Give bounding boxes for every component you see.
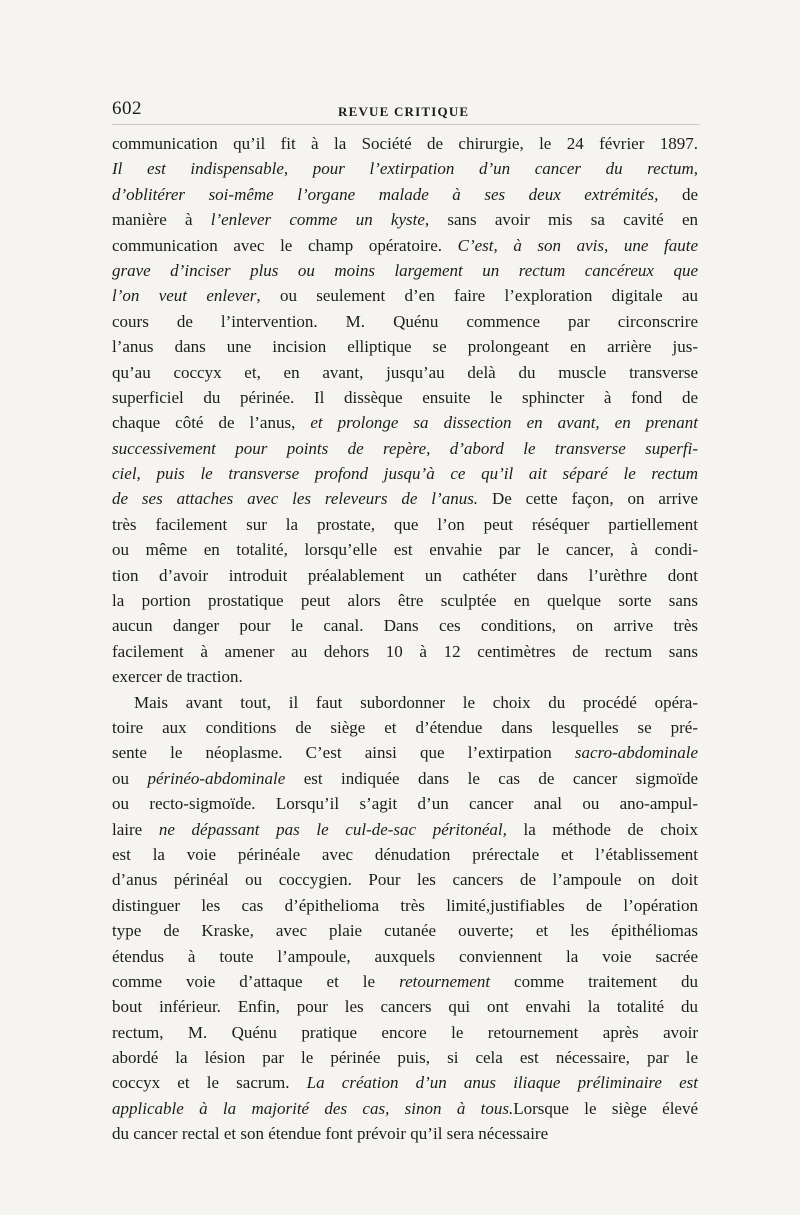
text-line [112, 944, 698, 969]
italic-text: retournement [399, 971, 491, 991]
text-run: de [658, 184, 698, 204]
text-run: Mais avant tout, il faut subordonner le choix du procédé opéra- [134, 692, 698, 712]
text-line [112, 842, 698, 867]
text-line [112, 131, 698, 156]
text-line [112, 664, 698, 689]
text-run: , ou seulement d’en faire l’exploration digitale au [256, 286, 698, 306]
text-line [112, 766, 698, 791]
text-line [112, 563, 698, 588]
text-run: type de Kraske, avec plaie cutanée ouverte; et les épithéliomas [112, 921, 698, 941]
text-run: rectum, M. Quénu pratique encore le retournement après avoir [112, 1022, 698, 1042]
text-run: du cancer rectal et son étendue font prévoir qu’il sera nécessaire [112, 1124, 549, 1144]
text-run: tion d’avoir introduit préalablement un cathéter dans l’urèthre dont [112, 565, 698, 585]
text-line [112, 156, 698, 181]
italic-text: de ses attaches avec les releveurs de l’anus. [112, 489, 479, 509]
text-line [112, 893, 698, 918]
italic-text: et prolonge sa dissection en avant, en prenant [310, 413, 698, 433]
text-line [112, 461, 698, 486]
italic-text: ciel, puis le transverse profond jusqu’à ce qu’il ait séparé le rectum [112, 464, 698, 484]
text-line [112, 1070, 698, 1095]
text-run: qu’au coccyx et, en avant, jusqu’au delà du muscle transverse [112, 362, 698, 382]
italic-text: d’oblitérer soi-même l’organe malade à ses deux extrémités, [112, 184, 659, 204]
text-run: coccyx et le sacrum. [112, 1073, 307, 1093]
italic-text: l’on veut enlever [112, 286, 257, 306]
text-line [112, 512, 698, 537]
text-run: ou recto-sigmoïde. Lorsqu’il s’agit d’un cancer anal ou ano-ampul- [112, 794, 698, 814]
text-line [112, 1121, 698, 1146]
text-line [112, 410, 698, 435]
text-run: étendus à toute l’ampoule, auxquels conviennent la voie sacrée [112, 946, 698, 966]
text-run: communication avec le champ opératoire. [112, 235, 458, 255]
text-run: exercer de traction. [112, 667, 243, 687]
text-line [112, 969, 698, 994]
text-line [112, 613, 698, 638]
text-run: communication qu’il fit à la Société de chirurgie, le 24 février 1897. [112, 134, 698, 153]
text-line [112, 334, 698, 359]
text-run: toire aux conditions de siège et d’étendue dans lesquelles se pré- [112, 717, 698, 737]
text-run: cours de l’intervention. M. Quénu commence par circonscrire [112, 311, 698, 331]
text-run: ou même en totalité, lorsqu’elle est envahie par le cancer, à condi- [112, 540, 698, 560]
text-line [112, 1045, 698, 1070]
italic-text: grave d’inciser plus ou moins largement un rectum cancéreux que [112, 260, 698, 280]
text-line [112, 994, 698, 1019]
text-line [112, 817, 698, 842]
italic-text: La création d’un anus iliaque préliminaire est [306, 1073, 698, 1093]
text-run: est indiquée dans le cas de cancer sigmoïde [285, 768, 699, 788]
italic-text: Il est indispensable, pour l’extirpation d’un cancer du rectum, [112, 159, 698, 179]
text-run: Lorsque le siège élevé [513, 1098, 699, 1118]
text-run: comme traitement du [490, 971, 698, 991]
italic-text: périnéo-abdominale [147, 768, 286, 788]
text-run: distinguer les cas d’épithelioma très limité,justifiables de l’opération [112, 895, 698, 915]
text-line [112, 1020, 698, 1045]
text-line [112, 715, 698, 740]
text-line [112, 690, 698, 715]
text-run: bout inférieur. Enfin, pour les cancers qui ont envahi la totalité du [112, 997, 698, 1017]
text-line [112, 436, 698, 461]
page-number: 602 [112, 98, 142, 119]
italic-text: C’est, à son avis, une faute [457, 235, 698, 255]
text-line [112, 639, 698, 664]
running-title: REVUE CRITIQUE [338, 104, 470, 119]
text-run: la méthode de choix [506, 819, 699, 839]
italic-text: sacro-abdominale [574, 743, 698, 763]
text-line [112, 588, 698, 613]
text-line [112, 1096, 698, 1121]
italic-text: ne dépassant pas le cul-de-sac péritonéal, [158, 819, 507, 839]
text-line [112, 867, 698, 892]
text-line [112, 537, 698, 562]
text-run: comme voie d’attaque et le [112, 971, 400, 991]
text-line [112, 283, 698, 308]
body-text [112, 131, 698, 1147]
text-run: aucun danger pour le canal. Dans ces conditions, on arrive très [112, 616, 698, 636]
text-run: d’anus périnéal ou coccygien. Pour les cancers de l’ampoule on doit [112, 870, 698, 890]
text-run: superficiel du périnée. Il dissèque ensuite le sphincter à fond de [112, 387, 698, 407]
italic-text: applicable à la majorité des cas, sinon à tous. [112, 1098, 514, 1118]
text-line [112, 309, 698, 334]
italic-text: successivement pour points de repère, d’abord le transverse superfi- [112, 438, 698, 458]
text-run: la portion prostatique peut alors être sculptée en quelque sorte sans [112, 591, 698, 611]
text-run: sente le néoplasme. C’est ainsi que l’extirpation [112, 743, 575, 763]
text-line [112, 258, 698, 283]
text-line [112, 385, 698, 410]
text-run: est la voie périnéale avec dénudation prérectale et l’établissement [112, 844, 698, 864]
text-run: De cette façon, on arrive [478, 489, 698, 509]
text-run: très facilement sur la prostate, que l’on peut réséquer partiellement [112, 514, 698, 534]
text-line [112, 182, 698, 207]
text-run: , sans avoir mis sa cavité en [424, 210, 698, 230]
text-line [112, 791, 698, 816]
page-header [112, 98, 700, 125]
text-line [112, 207, 698, 232]
text-run: laire [112, 819, 159, 839]
text-line [112, 360, 698, 385]
text-line [112, 918, 698, 943]
text-run: facilement à amener au dehors 10 à 12 centimètres de rectum sans [112, 641, 698, 661]
italic-text: l’enlever comme un kyste [210, 210, 425, 230]
text-run: l’anus dans une incision elliptique se prolongeant en arrière jus- [112, 337, 698, 357]
text-line [112, 740, 698, 765]
text-line [112, 233, 698, 258]
text-run: abordé la lésion par le périnée puis, si cela est nécessaire, par le [112, 1048, 698, 1068]
text-run: chaque côté de l’anus, [112, 413, 311, 433]
text-line [112, 486, 698, 511]
text-run: manière à [112, 210, 211, 230]
text-run: ou [112, 768, 148, 788]
